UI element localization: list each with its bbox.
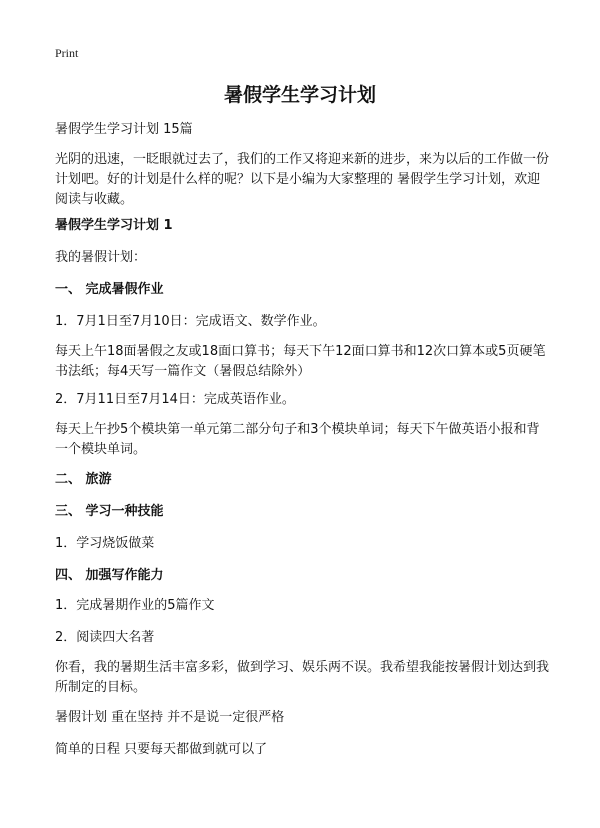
page-title: 暑假学生学习计划	[223, 84, 376, 106]
paragraph: 每天上午抄5个模块第一单元第二部分句子和3个模块单词；每天下午做英语小报和背一个模块单词。	[55, 422, 540, 457]
closing-line: 简单的日程 只要每天都做到就可以了	[55, 742, 268, 757]
heading-writing: 四、 加强写作能力	[55, 568, 164, 583]
heading-travel: 二、 旅游	[55, 472, 112, 487]
closing-line: 暑假计划 重在坚持 并不是说一定很严格	[55, 710, 285, 725]
list-item: 1．7月1日至7月10日：完成语文、数学作业。	[55, 314, 326, 329]
list-item: 1．学习烧饭做菜	[55, 536, 155, 551]
section-title: 暑假学生学习计划 1	[55, 218, 173, 233]
paragraph: 每天上午18面暑假之友或18面口算书；每天下午12面口算书和12次口算本或5页硬笔书法纸；每4天写一篇作文（暑假总结除外）	[55, 344, 546, 379]
heading-homework: 一、 完成暑假作业	[55, 282, 164, 297]
paragraph: 你看，我的暑期生活丰富多彩，做到学习、娱乐两不误。我希望我能按暑假计划达到我所制定的目标。	[55, 660, 550, 695]
intro-paragraph: 光阴的迅速，一眨眼就过去了，我们的工作又将迎来新的进步，来为以后的工作做一份计划吧。好的计划是什么样的呢？以下是小编为大家整理的 暑假学生学习计划，欢迎阅读与收藏。	[55, 152, 550, 207]
my-plan-text: 我的暑假计划：	[55, 250, 147, 265]
print-label: Print	[55, 46, 79, 60]
subtitle: 暑假学生学习计划 15篇	[55, 122, 193, 137]
list-item: 1．完成暑期作业的5篇作文	[55, 598, 215, 613]
list-item: 2．7月11日至7月14日：完成英语作业。	[55, 392, 295, 407]
heading-skill: 三、 学习一种技能	[55, 504, 164, 519]
list-item: 2．阅读四大名著	[55, 630, 155, 645]
